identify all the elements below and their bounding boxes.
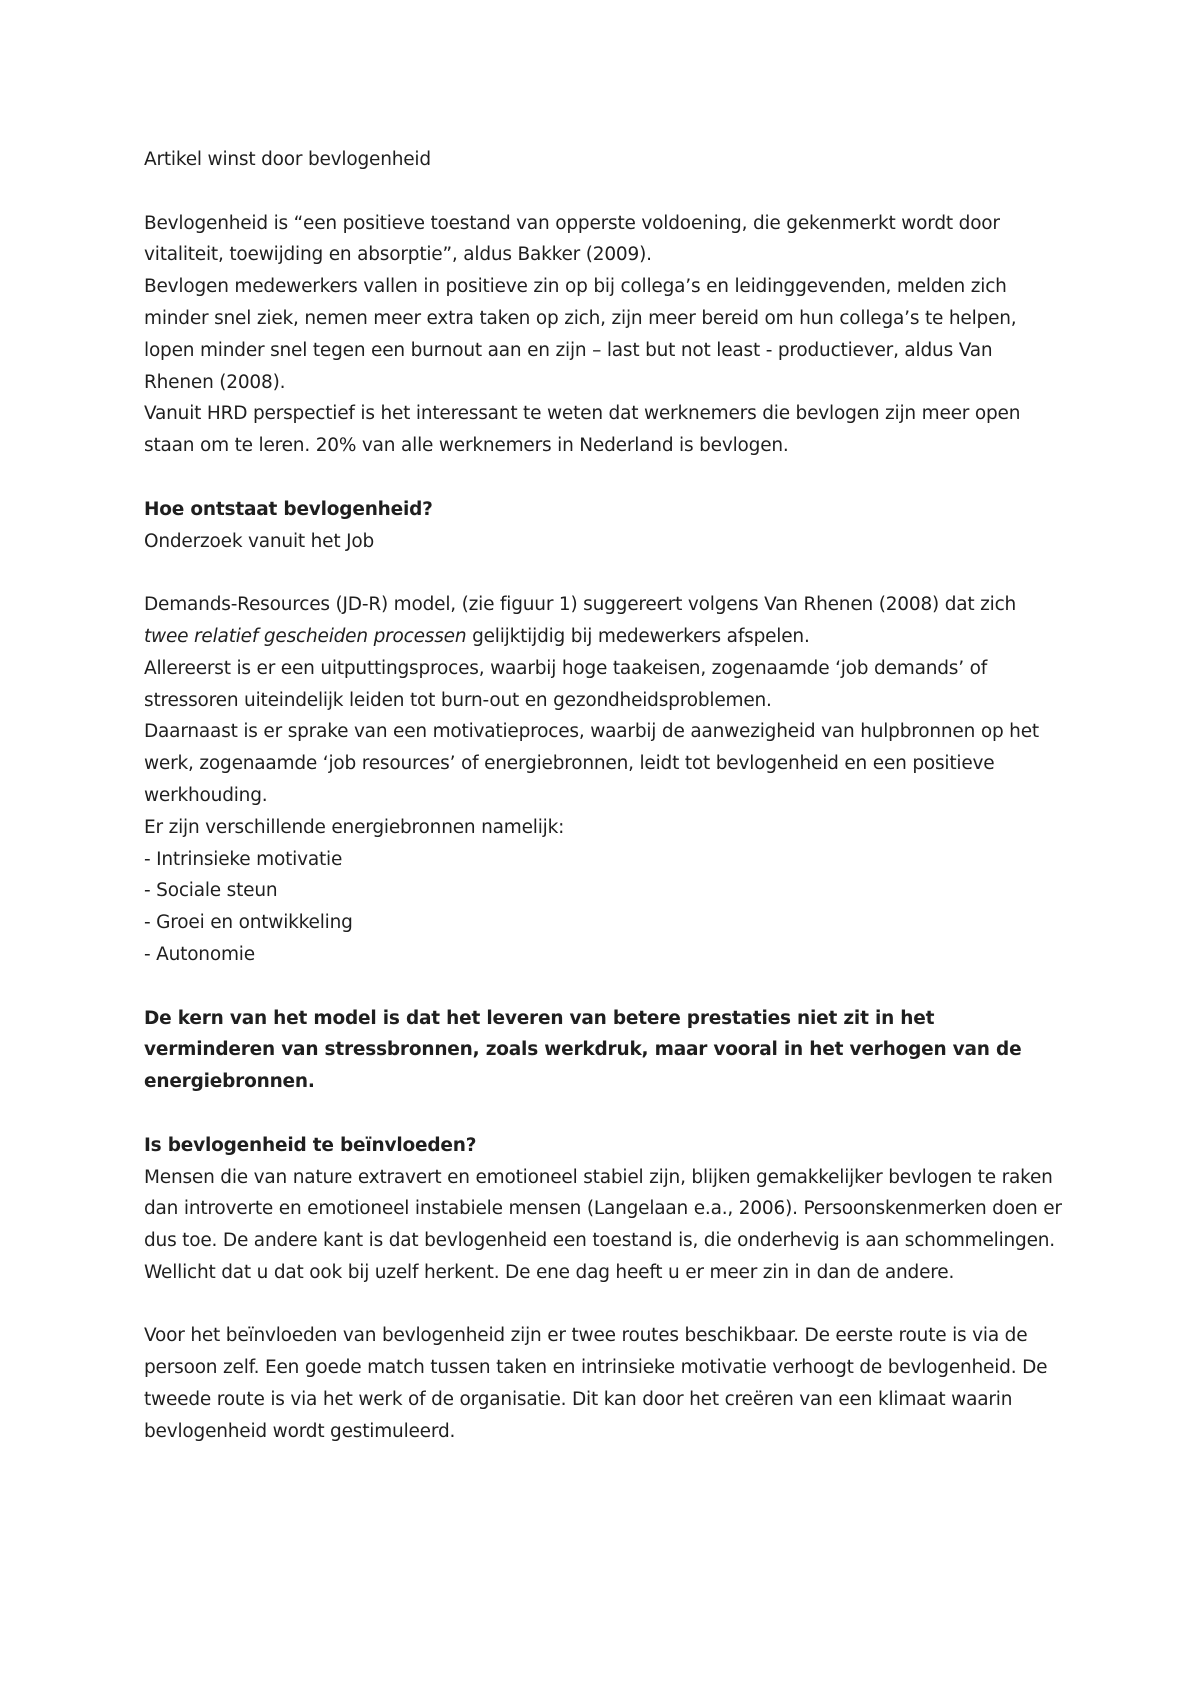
intro-hrd: Vanuit HRD perspectief is het interessant te weten dat werknemers die bevlogen zijn meer open staan om te leren. 20% van alle werknemers in Nederland is bevlogen. [144,403,1021,457]
intro-benefits: Bevlogen medewerkers vallen in positieve zin op bij collega’s en leidinggevenden, melden zich minder snel ziek, nemen meer extra taken op zich, zijn meer bereid om hun collega’s te helpen, lopen minder snel tegen een burnout aan en zijn – last but not least - productiever, aldus Van Rhenen (2008). [144,276,1017,393]
exhaustion-paragraph: Allereerst is er een uitputtingsproces, waarbij hoge taakeisen, zogenaamde ‘job demands’ of stressoren uiteindelijk leiden tot burn-out en gezondheidsproblemen. [144,657,988,711]
paragraph-gap [144,176,1064,208]
section-heading-influence: Is bevlogenheid te beïnvloeden? [144,1134,477,1156]
list-item: - Groei en ontwikkeling [144,912,353,934]
paragraph-gap [144,1098,1064,1130]
paragraph-gap [144,971,1064,1003]
list-item: - Sociale steun [144,880,278,902]
document-title: Artikel winst door bevlogenheid [144,149,431,170]
core-statement: De kern van het model is dat het leveren van betere prestaties niet zit in het verminderen van stressbronnen, zoals werkdruk, maar vooral in het verhogen van de energiebronnen. [144,1007,1022,1093]
jdr-text-end: gelijktijdig bij medewerkers afspelen. [466,625,810,647]
motivation-paragraph: Daarnaast is er sprake van een motivatieproces, waarbij de aanwezigheid van hulpbronnen op het werk, zogenaamde ‘job resources’ of energiebronnen, leidt tot bevlogenheid en een positieve werkhouding. [144,721,1039,806]
paragraph-gap [144,462,1064,494]
section-subline: Onderzoek vanuit het Job [144,530,374,552]
jdr-text-start: Demands-Resources (JD-R) model, (zie figuur 1) suggereert volgens Van Rhenen (2008) dat zich [144,594,1017,616]
section-heading-origin: Hoe ontstaat bevlogenheid? [144,498,433,520]
energy-sources-intro: Er zijn verschillende energiebronnen namelijk: [144,816,565,838]
document-body [144,144,1064,1448]
jdr-text-italic: twee relatief gescheiden processen [144,625,467,647]
personality-paragraph: Mensen die van nature extravert en emotioneel stabiel zijn, blijken gemakkelijker bevlogen te raken dan introverte en emotioneel instabiele mensen (Langelaan e.a., 2006). Persoonskenmerken doen er dus toe. De andere kant is dat bevlogenheid een toestand is, die onderhevig is aan schommelingen. Wellicht dat u dat ook bij uzelf herkent. De ene dag heeft u er meer zin in dan de andere. [144,1166,1062,1283]
intro-definition: Bevlogenheid is “een positieve toestand van opperste voldoening, die gekenmerkt wordt door vitaliteit, toewijding en absorptie”, aldus Bakker (2009). [144,212,1000,266]
list-item: - Autonomie [144,943,255,965]
jdr-model-paragraph [144,589,1064,653]
list-item: - Intrinsieke motivatie [144,848,343,870]
routes-paragraph: Voor het beïnvloeden van bevlogenheid zijn er twee routes beschikbaar. De eerste route is via de persoon zelf. Een goede match tussen taken en intrinsieke motivatie verhoogt de bevlogenheid. De tweede route is via het werk of de organisatie. Dit kan door het creëren van een klimaat waarin bevlogenheid wordt gestimuleerd. [144,1325,1048,1442]
paragraph-gap [144,557,1064,589]
paragraph-gap [144,1289,1064,1321]
